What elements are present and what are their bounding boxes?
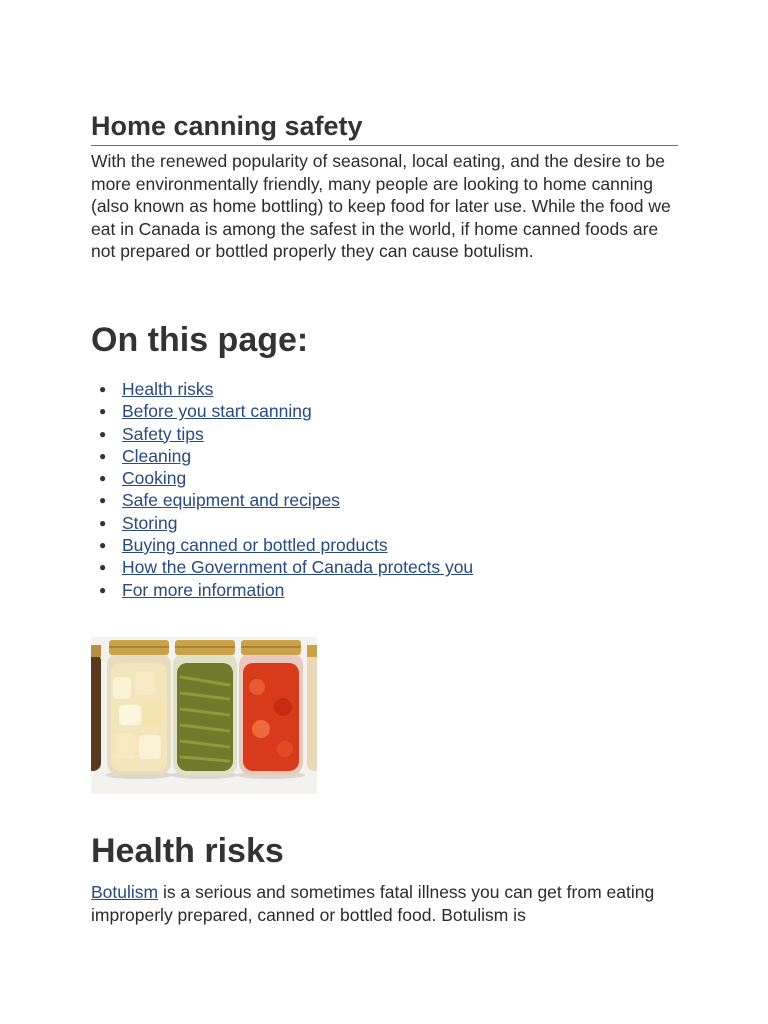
toc-link-safe-equipment[interactable]: Safe equipment and recipes [122,490,340,511]
toc-link-cooking[interactable]: Cooking [122,468,187,489]
health-risks-heading: Health risks [91,832,284,870]
health-risks-text: is a serious and sometimes fatal illness you can get from eating improperly prepared, canned or bottled food. Botulism is [91,882,655,925]
bullet-icon: ● [99,426,107,441]
toc-item [91,400,473,422]
bullet-icon: ● [99,382,107,396]
canning-jars-illustration [91,637,317,794]
toc-list [91,378,473,601]
toc-link-health-risks[interactable]: Health risks [122,379,214,399]
toc-item [91,489,473,511]
toc-item [91,512,473,534]
intro-paragraph: With the renewed popularity of seasonal, local eating, and the desire to be more environmentally friendly, many people are looking to home canning (also known as home bottling) to keep food for later use. While the food we eat in Canada is among the safest in the world, if home canned foods are not prepared or bottled properly they can cause botulism. [91,151,671,261]
toc-link-storing[interactable]: Storing [122,512,178,533]
bullet-icon: ● [99,560,107,575]
toc-item [91,534,473,556]
health-risks-paragraph [91,881,681,926]
toc-item [91,423,473,445]
bullet-icon: ● [99,404,107,419]
bullet-icon: ● [99,448,107,463]
canning-jars-photo [91,637,317,794]
toc-link-more-information[interactable]: For more information [122,579,285,600]
page-title: Home canning safety [91,111,363,141]
toc-link-buying-products[interactable]: Buying canned or bottled products [122,535,388,556]
toc-link-before-you-start[interactable]: Before you start canning [122,401,312,422]
toc-item [91,378,473,400]
bullet-icon: ● [99,471,107,486]
toc-item [91,579,473,601]
bullet-icon: ● [99,493,107,508]
toc-link-safety-tips[interactable]: Safety tips [122,423,204,444]
toc-link-cleaning[interactable]: Cleaning [122,445,192,466]
title-underline-rule [91,145,678,146]
toc-heading: On this page: [91,321,309,359]
toc-link-government-protects[interactable]: How the Government of Canada protects you [122,557,474,578]
toc-item [91,445,473,467]
botulism-link[interactable]: Botulism [91,882,159,902]
bullet-icon: ● [99,515,107,530]
toc-item [91,467,473,489]
bullet-icon: ● [99,538,107,553]
bullet-icon: ● [99,582,107,597]
toc-item [91,556,473,578]
